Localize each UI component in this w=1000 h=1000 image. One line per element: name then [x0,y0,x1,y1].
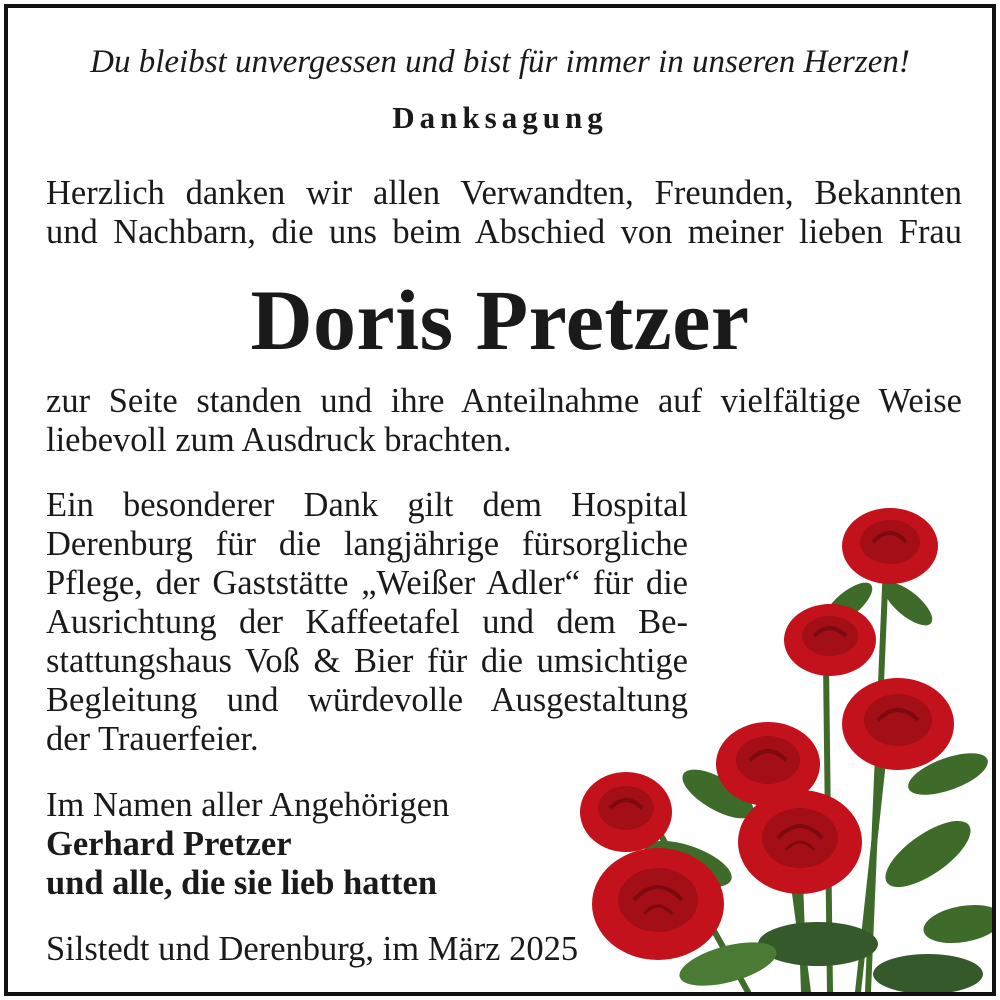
place-date: Silstedt und Derenburg, im März 2025 [46,930,579,968]
red-roses-bouquet-icon [568,494,992,992]
signer-others: und alle, die sie lieb hatten [46,864,438,902]
signer-name: Gerhard Pretzer [46,825,292,863]
thanks-line-5: stattungshaus Voß & Bier für die umsichtige [46,642,688,680]
after-name-line-2: liebevoll zum Ausdruck brachten. [46,421,512,459]
signature-preface: Im Namen aller Angehörigen [46,786,450,824]
thanks-line-3: Pflege, der Gaststätte „Weißer Adler“ für die [46,564,688,602]
obituary-card [4,4,996,996]
motto: Du bleibst unvergessen und bist für immer in unseren Herzen! [90,44,910,80]
thanks-line-1: Ein besonderer Dank gilt dem Hospital [46,486,688,524]
thanks-line-7: der Trauerfeier. [46,720,259,758]
deceased-name: Doris Pretzer [250,272,750,368]
intro-line-2: und Nachbarn, die uns beim Abschied von meiner lieben Frau [46,213,962,251]
heading-danksagung: Danksagung [392,100,608,135]
thanks-line-4: Ausrichtung der Kaffeetafel und dem Be- [46,603,688,641]
after-name-line-1: zur Seite standen und ihre Anteilnahme auf vielfältige Weise [46,382,962,420]
intro-line-1: Herzlich danken wir allen Verwandten, Freunden, Bekannten [46,174,962,212]
thanks-line-2: Derenburg für die langjährige fürsorgliche [46,525,688,563]
thanks-line-6: Begleitung und würdevolle Ausgestaltung [46,681,688,719]
